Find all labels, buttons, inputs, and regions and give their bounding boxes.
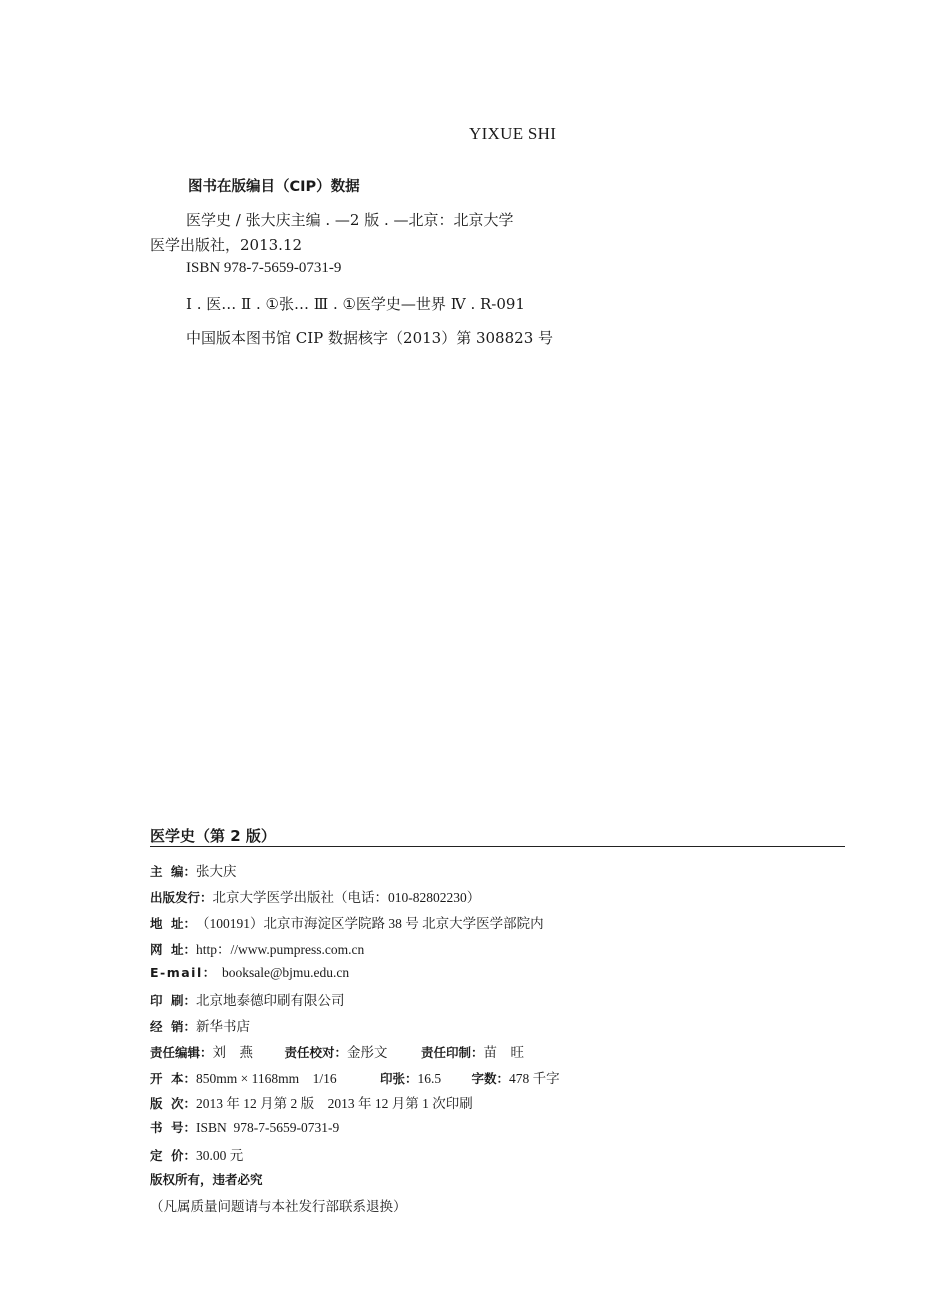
colophon-book-title: 医学史（第 2 版）: [150, 827, 276, 845]
colophon-publisher-row: [150, 886, 480, 906]
colophon-address-row: [150, 912, 544, 932]
address-label-b: 址：: [170, 916, 196, 931]
printer-label-b: 刷：: [170, 993, 196, 1008]
colophon-website-row: [150, 938, 364, 958]
colophon-edition-row: [150, 1092, 473, 1112]
colophon-printer-row: [150, 989, 345, 1009]
staff-proof-value: 金彤文: [347, 1045, 388, 1060]
printer-label-a: 印: [150, 993, 163, 1008]
format-words-value: 478 千字: [509, 1071, 560, 1086]
colophon-format-row: [150, 1067, 560, 1087]
email-value: booksale@bjmu.edu.cn: [222, 965, 350, 980]
printer-value: 北京地泰德印刷有限公司: [196, 993, 345, 1008]
colophon-editor-row: [150, 860, 237, 880]
pinyin-title: YIXUE SHI: [469, 124, 557, 143]
editor-value: 张大庆: [196, 864, 237, 879]
format-sheets-value: 16.5: [417, 1071, 442, 1086]
edition-label-b: 次：: [170, 1096, 196, 1111]
cip-record-number: 中国版本图书馆 CIP 数据核字（2013）第 308823 号: [186, 329, 554, 347]
colophon-distributor-row: [150, 1015, 250, 1035]
rights-statement: 版权所有，违者必究: [150, 1172, 263, 1187]
editor-label-b: 编：: [170, 864, 196, 879]
cip-description-line1: 医学史 / 张大庆主编 . —2 版 . —北京：北京大学: [186, 211, 514, 229]
book-number-value: ISBN 978-7-5659-0731-9: [196, 1120, 340, 1135]
cip-isbn: ISBN 978-7-5659-0731-9: [186, 260, 342, 276]
format-words-label: 字数：: [471, 1071, 510, 1086]
staff-print-value: 苗 旺: [483, 1045, 525, 1060]
book-number-label-a: 书: [150, 1120, 163, 1135]
format-sheets-label: 印张：: [380, 1071, 418, 1086]
staff-editor-label: 责任编辑：: [150, 1045, 213, 1060]
email-label: E-mail：: [150, 965, 217, 980]
format-label-b: 本：: [170, 1071, 196, 1086]
return-note: （凡属质量问题请与本社发行部联系退换）: [150, 1199, 407, 1215]
editor-label-a: 主: [150, 864, 163, 879]
publisher-value: 北京大学医学出版社（电话：010-82802230）: [212, 890, 481, 905]
colophon-staff-row: [150, 1041, 524, 1061]
book-number-label-b: 号：: [170, 1120, 196, 1135]
address-value: （100191）北京市海淀区学院路 38 号 北京大学医学部院内: [196, 916, 544, 931]
staff-print-label: 责任印制：: [421, 1045, 484, 1060]
cip-description-line2: 医学出版社，2013.12: [150, 236, 303, 254]
staff-proof-label: 责任校对：: [284, 1045, 348, 1060]
website-label-a: 网: [150, 942, 163, 957]
website-label-b: 址：: [170, 942, 196, 957]
publisher-label: 出版发行：: [150, 890, 213, 905]
edition-value: 2013 年 12 月第 2 版 2013 年 12 月第 1 次印刷: [196, 1096, 473, 1111]
website-value: http：//www.pumpress.com.cn: [196, 942, 365, 957]
cip-heading: 图书在版编目（CIP）数据: [188, 179, 360, 195]
distributor-label-b: 销：: [170, 1019, 196, 1034]
colophon-book-number-row: [150, 1118, 339, 1136]
colophon-price-row: [150, 1144, 243, 1164]
price-label-a: 定: [150, 1148, 163, 1163]
format-value: 850mm × 1168mm 1/16: [196, 1071, 337, 1086]
distributor-value: 新华书店: [196, 1019, 250, 1034]
cip-classification: Ⅰ . 医… Ⅱ . ①张… Ⅲ . ①医学史—世界 Ⅳ . R-091: [186, 295, 525, 313]
price-value: 30.00 元: [196, 1148, 244, 1163]
distributor-label-a: 经: [150, 1019, 163, 1034]
colophon-divider: [150, 846, 845, 847]
staff-editor-value: 刘 燕: [212, 1045, 254, 1060]
address-label-a: 地: [150, 916, 163, 931]
colophon-email-row: [150, 963, 349, 981]
format-label-a: 开: [150, 1071, 163, 1086]
price-label-b: 价：: [170, 1148, 196, 1163]
edition-label-a: 版: [150, 1096, 163, 1111]
